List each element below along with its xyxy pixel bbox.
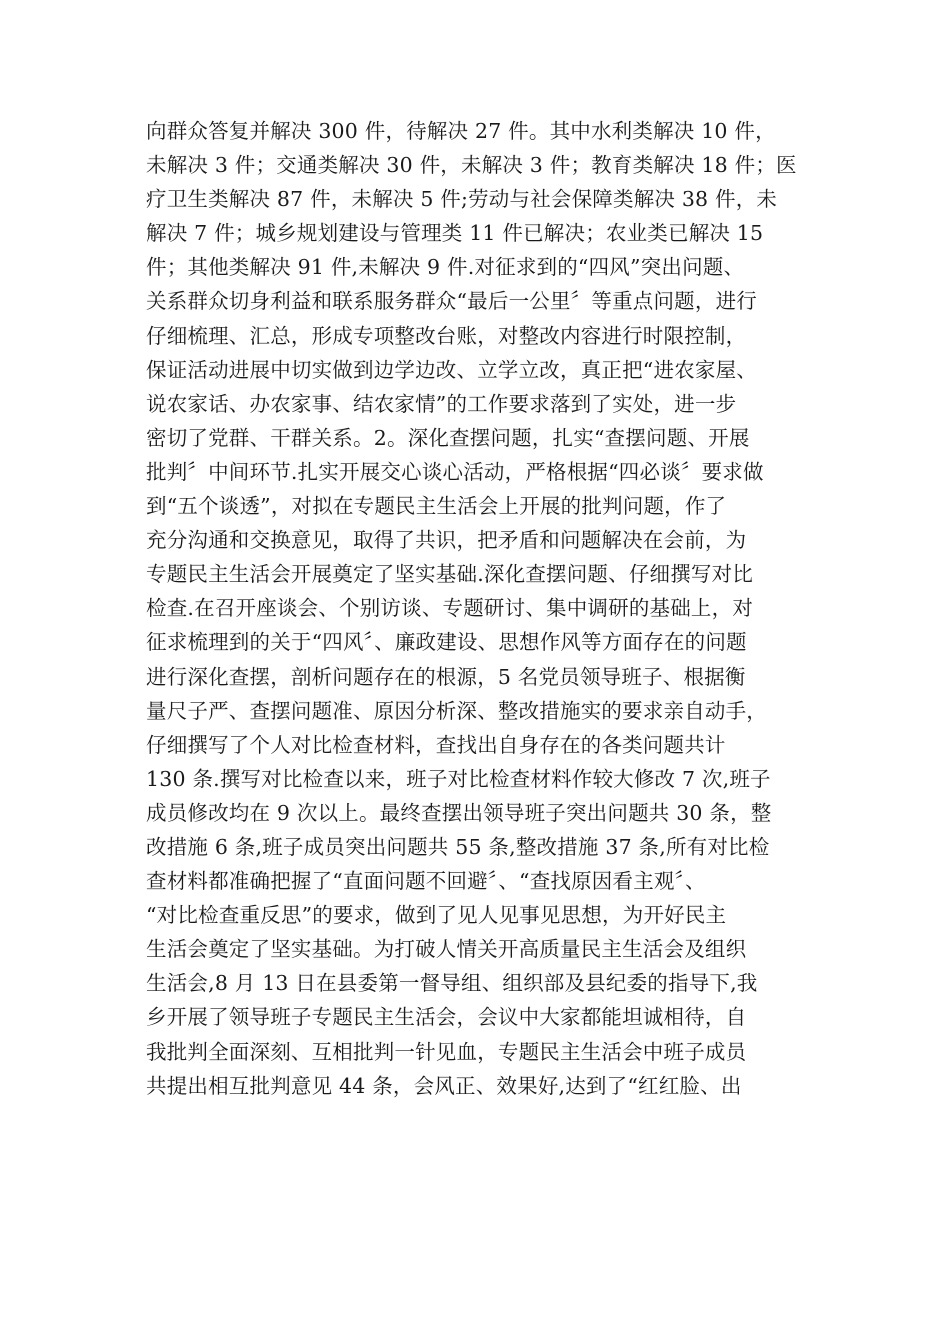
text-line: 批判〞中间环节.扎实开展交心谈心活动，严格根据“四必谈〞要求做	[146, 459, 764, 484]
text-line: 130 条.撰写对比检查以来，班子对比检查材料作较大修改 7 次,班子	[146, 766, 771, 791]
text-line: 件；其他类解决 91 件,未解决 9 件.对征求到的“四风”突出问题、	[146, 255, 745, 280]
text-line: 征求梳理到的关于“四风〞、廉政建设、思想作风等方面存在的问题	[146, 630, 747, 655]
text-line: 成员修改均在 9 次以上。最终查摆出领导班子突出问题共 30 条，整	[146, 800, 772, 825]
text-line: 查材料都准确把握了“直面问题不回避〞、“查找原因看主观〞、	[146, 869, 706, 894]
text-line: 仔细撰写了个人对比检查材料，查找出自身存在的各类问题共计	[146, 732, 726, 757]
text-line: 保证活动进展中切实做到边学边改、立学立改，真正把“进农家屋、	[146, 357, 757, 382]
text-line: 密切了党群、干群关系。2。深化查摆问题，扎实“查摆问题、开展	[146, 425, 750, 450]
text-line: 关系群众切身利益和联系服务群众“最后一公里〞等重点问题，进行	[146, 289, 757, 314]
text-line: 到“五个谈透”，对拟在专题民主生活会上开展的批判问题，作了	[146, 494, 727, 519]
text-line: 充分沟通和交换意见，取得了共识，把矛盾和问题解决在会前，为	[146, 528, 747, 553]
text-line: 疗卫生类解决 87 件，未解决 5 件;劳动与社会保障类解决 38 件，未	[146, 187, 778, 212]
body-text	[146, 114, 816, 1103]
text-line: 未解决 3 件；交通类解决 30 件，未解决 3 件；教育类解决 18 件；医	[146, 153, 797, 178]
text-line: 我批判全面深刻、互相批判一针见血，专题民主生活会中班子成员	[146, 1039, 747, 1064]
text-line: 向群众答复并解决 300 件，待解决 27 件。其中水利类解决 10 件，	[146, 119, 776, 143]
text-line: 仔细梳理、汇总，形成专项整改台账，对整改内容进行时限控制，	[146, 323, 747, 348]
text-line: 生活会,8 月 13 日在县委第一督导组、组织部及县纪委的指导下,我	[146, 971, 758, 996]
text-line: 解决 7 件；城乡规划建设与管理类 11 件已解决；农业类已解决 15	[146, 221, 764, 246]
text-line: “对比检查重反思”的要求，做到了见人见事见思想，为开好民主	[146, 903, 727, 928]
text-line: 进行深化查摆，剖析问题存在的根源，5 名党员领导班子、根据衡	[146, 664, 746, 689]
text-line: 共提出相互批判意见 44 条，会风正、效果好,达到了“红红脸、出	[146, 1073, 742, 1098]
text-line: 说农家话、办农家事、结农家情”的工作要求落到了实处，进一步	[146, 391, 737, 416]
text-line: 检查.在召开座谈会、个别访谈、专题研讨、集中调研的基础上，对	[146, 596, 754, 621]
text-line: 改措施 6 条,班子成员突出问题共 55 条,整改措施 37 条,所有对比检	[146, 834, 770, 859]
text-line: 量尺子严、查摆问题准、原因分析深、整改措施实的要求亲自动手，	[146, 698, 767, 723]
text-line: 乡开展了领导班子专题民主生活会，会议中大家都能坦诚相待，自	[146, 1005, 747, 1030]
text-line: 生活会奠定了坚实基础。为打破人情关开高质量民主生活会及组织	[146, 937, 747, 962]
text-line: 专题民主生活会开展奠定了坚实基础.深化查摆问题、仔细撰写对比	[146, 562, 754, 587]
